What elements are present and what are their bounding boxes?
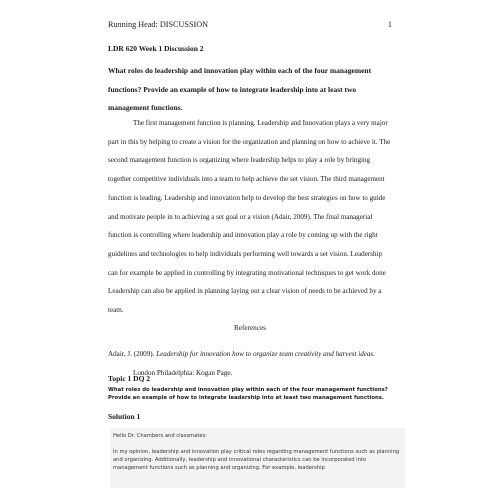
references-heading: References xyxy=(234,324,266,332)
reference-authors: Adair, J. (2009). xyxy=(108,350,155,358)
solution-title: Solution 1 xyxy=(108,412,141,421)
reference-publisher: London Philadelphia: Kogan Page. xyxy=(133,368,233,377)
page-header xyxy=(108,20,392,32)
solution-text: In my opinion, leadership and innovation play critical roles regarding management functions such as planning and organizing. Additionally, leadership and innovational characteristics can be incorporated into management functions such as planning and organizing. For example, leadership xyxy=(113,449,400,471)
body-paragraph: The first management function is planning. Leadership and Innovation plays a very major part in this by helping to create a vision for the organization and planning on how to achieve it. The second management function is organizing where leadership helps to play a role by bringing together competitive individuals into a team to help achieve the set vision. The third management function is leading. Leadership and innovation help to develop the best strategies on how to guide and motivate people in to achieving a set goal or a vision (Adair, 2009). The final managerial function is controlling where leadership and innovation play a role by coming up with the right guidelines and technologies to help individuals performing well towards a set vision. Leadership can for example be applied in controlling by integrating motivational techniques to get work done Leadership can also be applied in planning laying out a clear vision of needs to be achieved by a team. xyxy=(108,119,391,315)
discussion-question: What roles do leadership and innovation play within each of the four management functions? Provide an example of how to integrate leadership into at least two management functions. xyxy=(108,66,372,112)
course-title: LDR 620 Week 1 Discussion 2 xyxy=(108,44,204,53)
page-number: 1 xyxy=(387,20,392,29)
solution-greeting: Hello Dr. Chambers and classmates: xyxy=(113,433,208,439)
reference-entry xyxy=(108,345,393,382)
running-head: Running Head: DISCUSSION xyxy=(108,20,209,29)
topic-question: What roles do leadership and innovation play within each of the four management functions? Provide an example of how to integrate leadership into at least two management functions. xyxy=(108,387,388,402)
discussion-body xyxy=(108,114,393,320)
topic-title: Topic 1 DQ 2 xyxy=(108,374,151,383)
reference-work-title: Leadership for innovation how to organize team creativity and harvest ideas. xyxy=(156,350,375,358)
solution-box xyxy=(110,428,405,488)
